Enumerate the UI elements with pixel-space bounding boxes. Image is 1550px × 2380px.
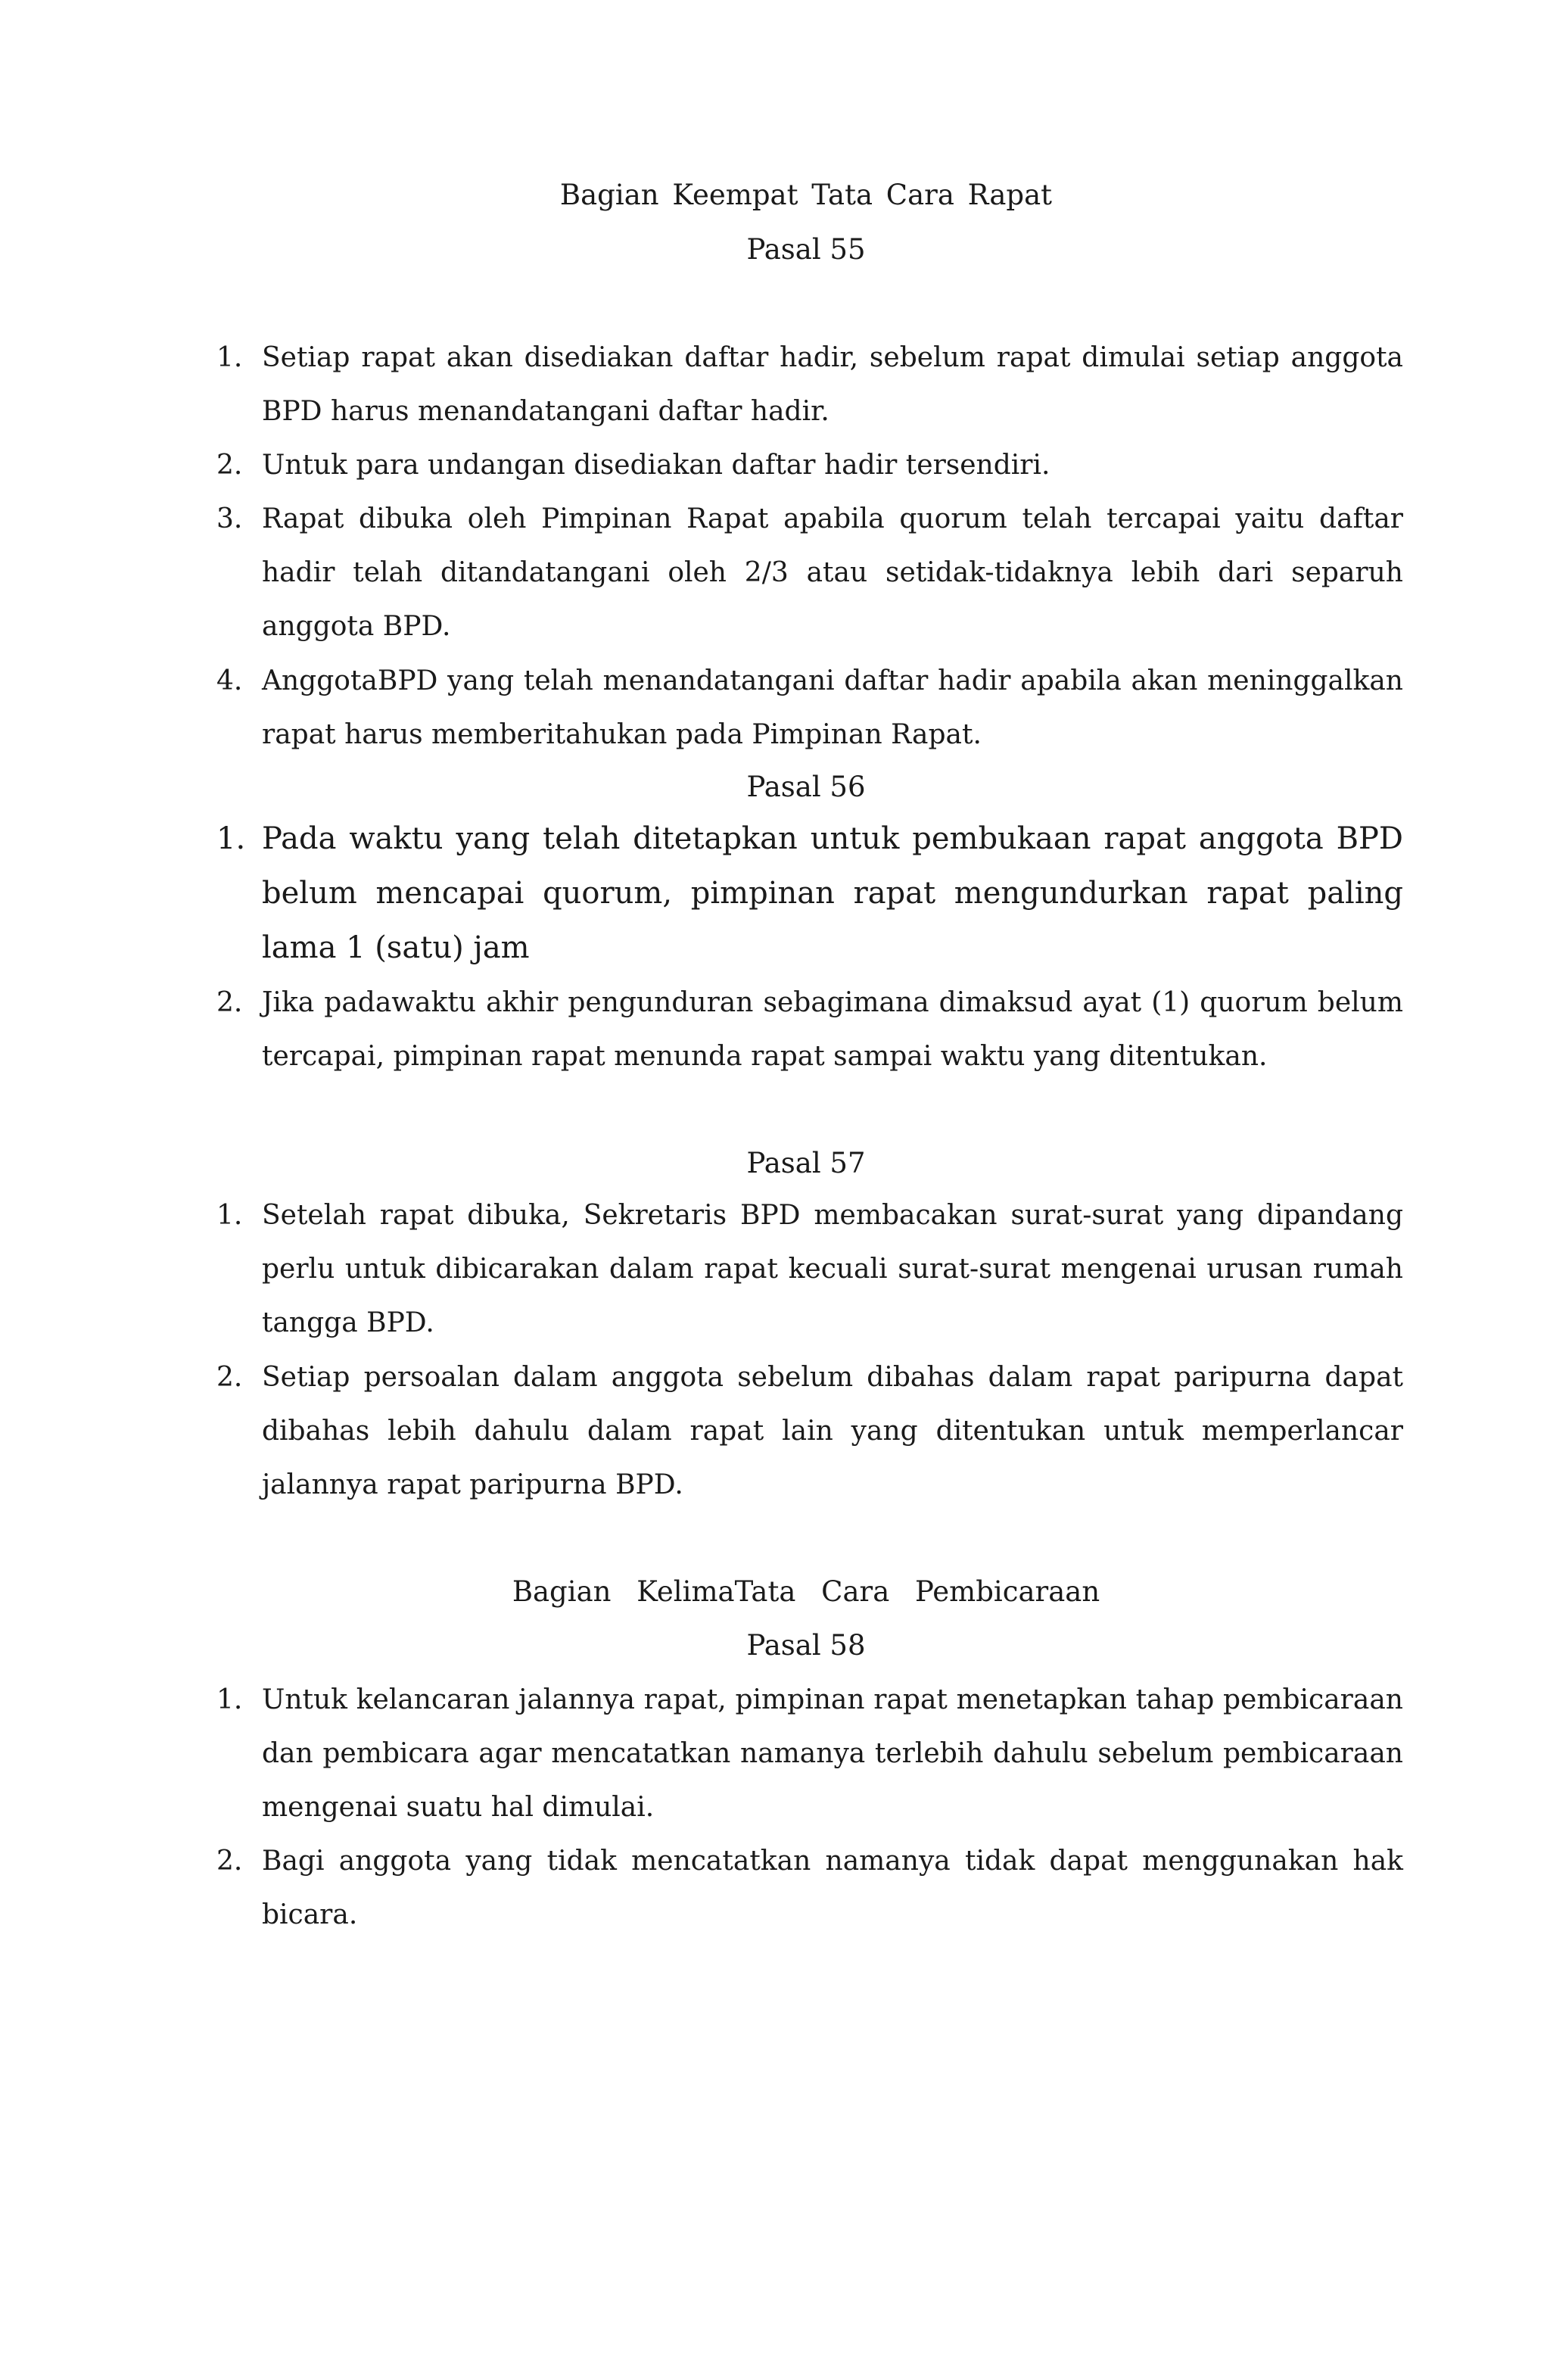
pasal-title: Pasal 58	[746, 1629, 866, 1662]
item-text: Setelah rapat dibuka, Sekretaris BPD membacakan surat-surat yang dipandang perlu untuk dibicarakan dalam rapat kecuali surat-surat mengenai urusan rumah tangga BPD.	[262, 1200, 1403, 1338]
item-number: 4.	[216, 665, 243, 696]
item-number: 3.	[216, 503, 243, 534]
item-number: 1.	[216, 342, 243, 373]
list-item	[216, 438, 1403, 492]
item-text: Bagi anggota yang tidak mencatatkan namanya tidak dapat menggunakan hak bicara.	[262, 1846, 1403, 1930]
list-item	[216, 976, 1403, 1083]
item-number: 2.	[216, 450, 243, 481]
section-heading: Bagian KelimaTata Cara Pembicaraan	[512, 1575, 1100, 1608]
item-number: 1.	[216, 1684, 243, 1715]
item-number: 1.	[216, 1200, 243, 1231]
item-number: 1.	[216, 821, 246, 856]
item-text: Untuk kelancaran jalannya rapat, pimpinan rapat menetapkan tahap pembicaraan dan pembicara agar mencatatkan namanya terlebih dahulu sebelum pembicaraan mengenai suatu hal dimulai.	[262, 1684, 1403, 1823]
list-item	[216, 1188, 1403, 1350]
item-number: 2.	[216, 1362, 243, 1393]
item-text: AnggotaBPD yang telah menandatangani daftar hadir apabila akan meninggalkan rapat harus memberitahukan pada Pimpinan Rapat.	[262, 665, 1403, 750]
item-number: 2.	[216, 1846, 243, 1877]
section-heading: Bagian Keempat Tata Cara Rapat	[559, 179, 1053, 211]
list-item	[216, 812, 1403, 975]
item-number: 2.	[216, 987, 243, 1018]
pasal-title: Pasal 55	[746, 233, 866, 266]
list-item	[216, 331, 1403, 438]
list-item	[216, 492, 1403, 653]
item-text: Untuk para undangan disediakan daftar hadir tersendiri.	[262, 450, 1050, 481]
pasal-title: Pasal 57	[746, 1147, 866, 1179]
item-text: Setiap persoalan dalam anggota sebelum dibahas dalam rapat paripurna dapat dibahas lebih dahulu dalam rapat lain yang ditentukan untuk memperlancar jalannya rapat paripurna BPD.	[262, 1362, 1403, 1500]
item-text: Setiap rapat akan disediakan daftar hadir, sebelum rapat dimulai setiap anggota BPD harus menandatangani daftar hadir.	[262, 342, 1403, 427]
list-item	[216, 1834, 1403, 1942]
list-item	[216, 654, 1403, 762]
item-text: Jika padawaktu akhir pengunduran sebagimana dimaksud ayat (1) quorum belum tercapai, pimpinan rapat menunda rapat sampai waktu yang ditentukan.	[262, 987, 1403, 1072]
item-text: Rapat dibuka oleh Pimpinan Rapat apabila quorum telah tercapai yaitu daftar hadir telah ditandatangani oleh 2/3 atau setidak-tidaknya lebih dari separuh anggota BPD.	[262, 503, 1403, 642]
list-item	[216, 1673, 1403, 1834]
pasal-title: Pasal 56	[746, 771, 866, 803]
item-text: Pada waktu yang telah ditetapkan untuk pembukaan rapat anggota BPD belum mencapai quorum, pimpinan rapat mengundurkan rapat paling lama 1 (satu) jam	[262, 821, 1403, 965]
list-item	[216, 1350, 1403, 1512]
